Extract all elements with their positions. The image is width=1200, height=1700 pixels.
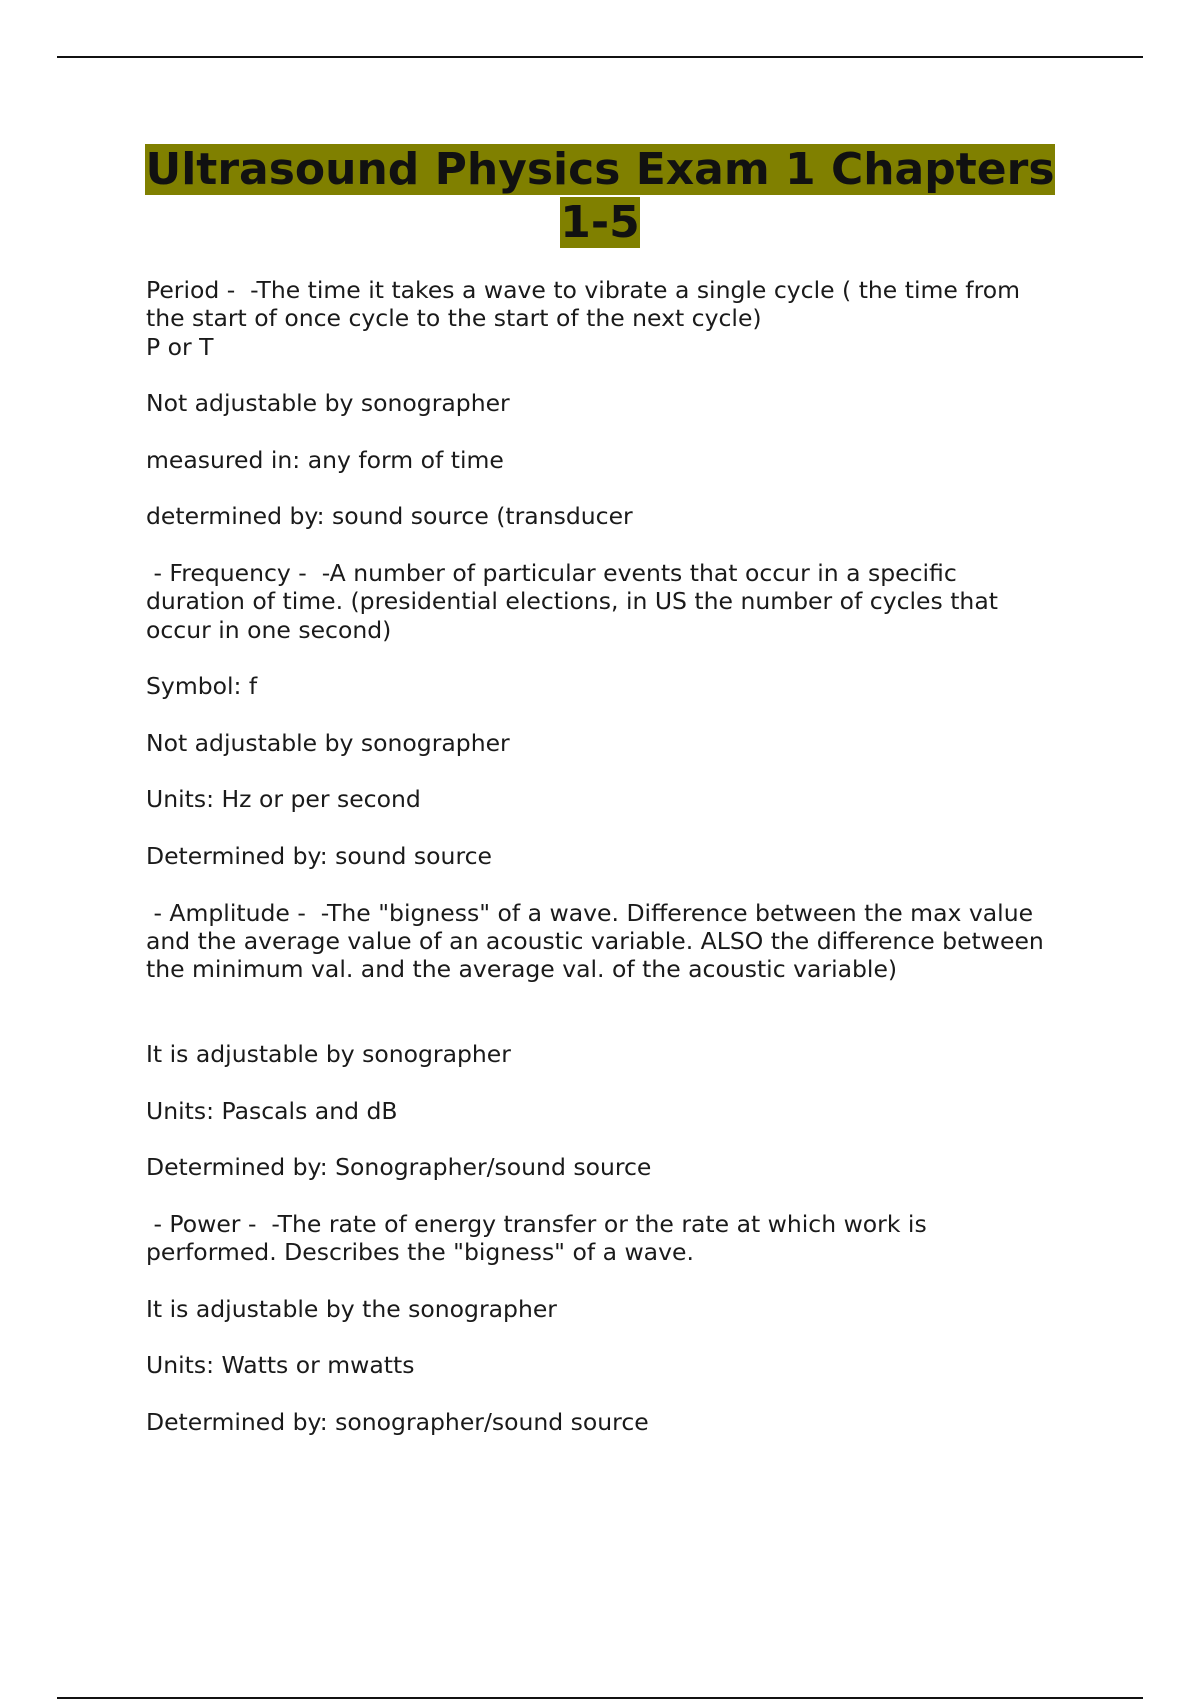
blank-line: [146, 417, 1086, 445]
title-line-2: 1-5: [560, 197, 640, 248]
text-line: determined by: sound source (transducer: [146, 502, 633, 531]
text-line: measured in: any form of time: [146, 445, 504, 474]
text-line: Units: Pascals and dB: [146, 1096, 398, 1125]
blank-line: [146, 1323, 1086, 1351]
blank-line: [146, 531, 1086, 559]
text-line: Period - -The time it takes a wave to vibrate a single cycle ( the time from: [146, 276, 1020, 304]
text-line: Not adjustable by sonographer: [146, 728, 510, 757]
blank-line: [146, 983, 1086, 1011]
text-line: duration of time. (presidential elections, in US the number of cycles that: [146, 587, 998, 616]
text-line: Not adjustable by sonographer: [146, 389, 510, 418]
title-line-1: Ultrasound Physics Exam 1 Chapters: [145, 144, 1055, 195]
blank-line: [146, 361, 1086, 389]
document-body: [146, 276, 1086, 1436]
footer-rule: [57, 1697, 1143, 1699]
blank-line: [146, 700, 1086, 728]
text-line: the start of once cycle to the start of the next cycle): [146, 304, 762, 333]
blank-line: [146, 1380, 1086, 1408]
text-line: It is adjustable by sonographer: [146, 1040, 511, 1069]
text-line: Determined by: sound source: [146, 841, 492, 870]
text-line: Units: Hz or per second: [146, 785, 421, 814]
header-rule: [57, 56, 1143, 58]
blank-line: [146, 757, 1086, 785]
blank-line: [146, 1012, 1086, 1040]
text-line: - Frequency - -A number of particular events that occur in a specific: [146, 558, 957, 587]
document-title: [145, 144, 1054, 248]
text-line: performed. Describes the "bigness" of a wave.: [146, 1238, 694, 1267]
blank-line: [146, 1266, 1086, 1294]
title-block: [100, 143, 1100, 249]
blank-line: [146, 1182, 1086, 1210]
text-line: - Amplitude - -The "bigness" of a wave. Difference between the max value: [146, 898, 1034, 927]
blank-line: [146, 644, 1086, 672]
text-line: P or T: [146, 332, 214, 361]
blank-line: [146, 474, 1086, 502]
text-line: It is adjustable by the sonographer: [146, 1294, 557, 1323]
text-line: the minimum val. and the average val. of the acoustic variable): [146, 955, 898, 984]
blank-line: [146, 870, 1086, 898]
text-line: Symbol: f: [146, 672, 258, 701]
blank-line: [146, 1068, 1086, 1096]
blank-line: [146, 814, 1086, 842]
text-line: - Power - -The rate of energy transfer or the rate at which work is: [146, 1209, 927, 1238]
text-line: Units: Watts or mwatts: [146, 1351, 415, 1380]
text-line: Determined by: sonographer/sound source: [146, 1407, 649, 1436]
blank-line: [146, 1125, 1086, 1153]
text-line: and the average value of an acoustic variable. ALSO the difference between: [146, 926, 1044, 955]
text-line: occur in one second): [146, 615, 392, 644]
text-line: Determined by: Sonographer/sound source: [146, 1153, 652, 1182]
